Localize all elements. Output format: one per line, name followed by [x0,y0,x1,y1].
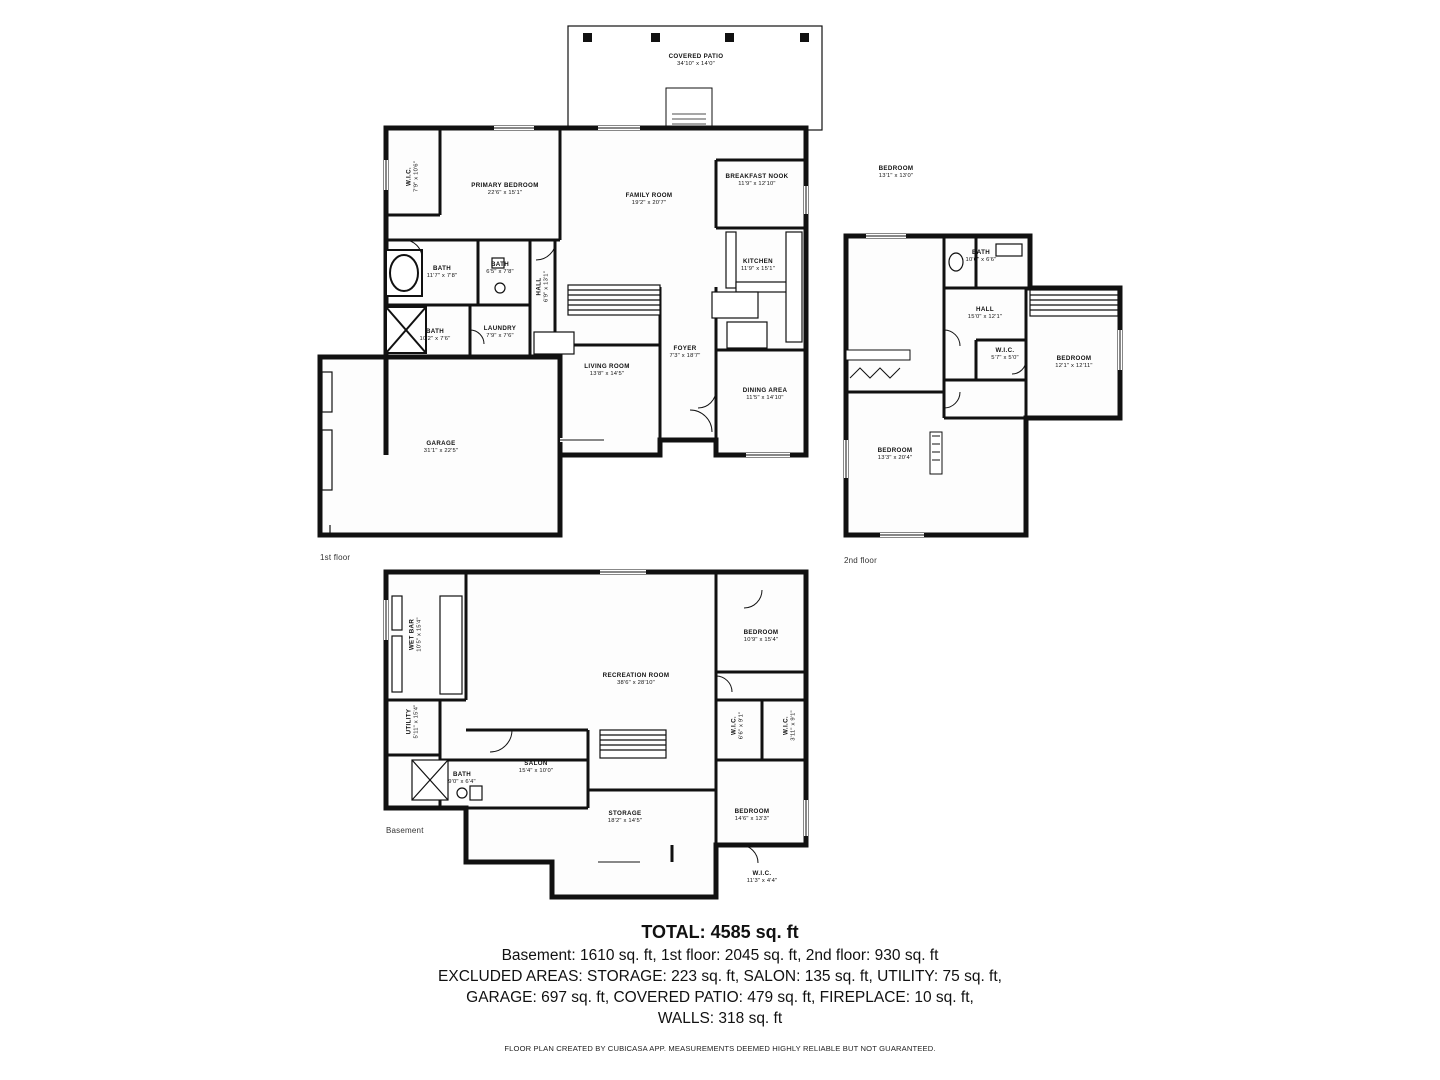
room-name: BREAKFAST NOOK [725,173,789,180]
room-dimensions: 13'8" x 14'5" [589,370,625,377]
room-label-first-floor [381,440,501,455]
room-name: BEDROOM [878,165,914,172]
room-dimensions: 10'6" x 6'6" [965,256,997,263]
room-name: LIVING ROOM [584,363,630,370]
room-dimensions: 10'2" x 7'6" [419,335,451,342]
floor-label-basement: Basement [386,826,424,835]
room-label-second-floor [925,306,1045,321]
room-dimensions: 22'6" x 15'1" [487,189,523,196]
room-dimensions: 7'3" x 18'7" [669,352,701,359]
room-label-basement [702,870,822,885]
room-name: BATH [490,261,510,268]
room-dimensions: 15'0" x 12'1" [967,313,1003,320]
room-dimensions: 5'7" x 5'0" [991,354,1019,361]
room-label-first-floor [698,258,818,273]
room-dimensions: 5'11" x 15'4" [413,704,420,739]
room-name: UTILITY [405,708,413,735]
room-dimensions: 6'9" x 13'1" [543,271,550,302]
room-name: STORAGE [608,810,642,817]
room-dimensions: 38'6" x 28'10" [617,679,655,686]
covered-patio-outline [568,26,822,130]
room-dimensions: 7'9" x 10'6" [413,161,420,192]
room-label-first-floor [406,116,421,236]
room-label-second-floor [921,249,1041,264]
room-dimensions: 9'0" x 6'4" [448,778,476,785]
room-name: BATH [971,249,991,256]
room-label-first-floor [697,173,817,188]
total-area: TOTAL: 4585 sq. ft [641,922,799,942]
room-label-second-floor [836,165,956,180]
room-name: GARAGE [426,440,456,447]
room-name: W.I.C. [730,716,738,735]
room-name: LAUNDRY [483,325,517,332]
room-label-first-floor [445,182,565,197]
room-label-basement [731,665,746,785]
room-dimensions: 15'4" x 10'0" [518,767,554,774]
excluded-areas-2: GARAGE: 697 sq. ft, COVERED PATIO: 479 sq. ft, FIREPLACE: 10 sq. ft, [466,988,974,1006]
room-name: BEDROOM [1056,355,1092,362]
room-label-basement [692,808,812,823]
room-name: HALL [976,306,994,313]
room-name: W.I.C. [405,167,413,186]
per-floor-areas: Basement: 1610 sq. ft, 1st floor: 2045 sq. ft, 2nd floor: 930 sq. ft [501,947,939,964]
room-dimensions: 14'6" x 13'3" [734,815,770,822]
room-dimensions: 11'7" x 7'8" [426,272,458,279]
room-name: KITCHEN [743,258,773,265]
room-label-second-floor [1014,355,1134,370]
room-name: BEDROOM [734,808,770,815]
room-label-basement [565,810,685,825]
room-dimensions: 13'1" x 13'0" [878,172,914,179]
room-dimensions: 11'9" x 15'1" [741,265,775,272]
room-name: COVERED PATIO [668,53,724,60]
room-label-first-floor [440,325,560,340]
room-dimensions: 18'2" x 14'5" [607,817,643,824]
room-dimensions: 13'3" x 20'4" [877,454,913,461]
room-dimensions: 19'2" x 20'7" [631,199,667,206]
room-label-second-floor [835,447,955,462]
disclaimer: FLOOR PLAN CREATED BY CUBICASA APP. MEASUREMENTS DEEMED HIGHLY RELIABLE BUT NOT GUARANTEED. [504,1043,936,1053]
room-label-basement [402,771,522,786]
room-name: BATH [432,265,452,272]
room-name: FOYER [673,345,697,352]
room-label-first-floor [636,53,756,68]
room-name: HALL [535,277,543,296]
room-dimensions: 10'9" x 15'4" [743,636,779,643]
floor-label-second: 2nd floor [844,556,877,565]
room-label-first-floor [705,387,825,402]
room-dimensions: 31'1" x 22'5" [423,447,459,454]
room-name: WET BAR [408,618,416,651]
excluded-areas-1: EXCLUDED AREAS: STORAGE: 223 sq. ft, SALON: 135 sq. ft, UTILITY: 75 sq. ft, [438,967,1002,985]
room-dimensions: 7'9" x 7'6" [486,332,514,339]
room-name: W.I.C. [782,716,790,735]
room-dimensions: 6'6" x 9'1" [738,711,745,740]
area-summary [0,922,1440,1053]
room-name: BEDROOM [877,447,913,454]
room-name: W.I.C. [752,870,772,877]
room-dimensions: 34'10" x 14'0" [677,60,715,67]
room-label-basement [701,629,821,644]
room-dimensions: 10'5" x 15'4" [416,617,423,652]
room-dimensions: 3'11" x 9'1" [790,710,797,741]
room-name: RECREATION ROOM [602,672,670,679]
room-name: DINING AREA [742,387,788,394]
room-name: PRIMARY BEDROOM [471,182,539,189]
room-name: FAMILY ROOM [625,192,673,199]
room-label-basement [406,661,421,781]
room-name: W.I.C. [995,347,1015,354]
room-label-first-floor [547,363,667,378]
room-label-first-floor [625,345,745,360]
second-floor-walls [846,236,1120,535]
room-dimensions: 11'5" x 14'10" [746,394,784,401]
room-dimensions: 12'1" x 12'11" [1055,362,1093,369]
floor-label-first: 1st floor [320,553,351,562]
room-name: SALON [524,760,548,767]
room-label-basement [576,672,696,687]
walls-area: WALLS: 318 sq. ft [657,1009,783,1027]
room-name: BATH [425,328,445,335]
room-dimensions: 11'3" x 4'4" [746,877,778,884]
room-label-basement [783,665,798,785]
room-dimensions: 6'5" x 7'8" [486,268,514,275]
room-name: BEDROOM [743,629,779,636]
room-name: BATH [452,771,472,778]
room-label-first-floor [589,192,709,207]
room-dimensions: 11'9" x 12'10" [738,180,776,187]
